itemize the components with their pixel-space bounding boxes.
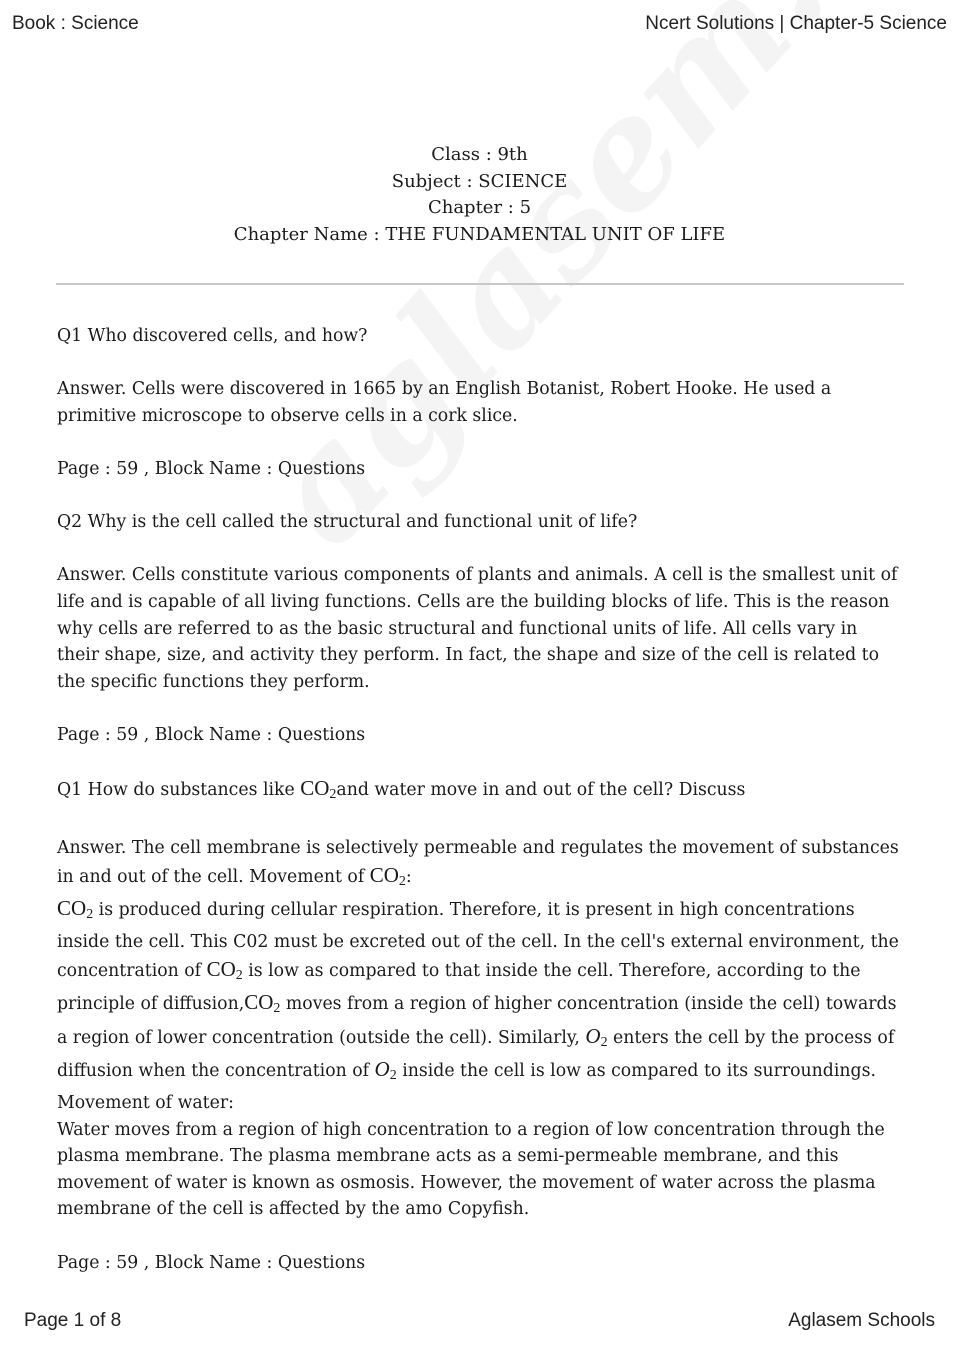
- o2-formula: $O_2$: [374, 1057, 397, 1084]
- header-book-label: Book : Science: [12, 13, 139, 34]
- o2-formula: $O_2$: [585, 1023, 608, 1050]
- header-chapter-label: Ncert Solutions | Chapter-5 Science: [645, 13, 947, 34]
- chapter-line: Chapter : 5: [427, 197, 532, 218]
- question-2: Q2 Why is the cell called the structural and functional unit of life?: [57, 512, 638, 533]
- page-number: Page 1 of 8: [24, 1310, 122, 1331]
- class-line: Class : 9th: [431, 144, 528, 165]
- answer-3: Answer. The cell membrane is selectively permeable and regulates the movement of substances in and out of the cell. Movement of $CO_2$: $CO_2$ is produced during cellular respiration. Therefore, it is present in high concentrations inside the cell. This C02 must be excreted out of the cell. In the cell's external environment, the concentration of $CO_2$ is low as compared to that inside the cell. Therefore, according to the principle of $diffusion,CO_2$ moves from a region of higher concentration (inside the cell) towards a region of lower concentration (outside the cell). Similarly, $O_2$ enters the cell by the process of diffusion when the concentration of $O_2$ inside the cell is low as compared to its surroundings. Movement of water: Water moves from a region of high concentration to a region of low concentration through the plasma membrane. The plasma membrane acts as a semi-permeable membrane, and this movement of water is known as osmosis. However, the movement of water across the plasma membrane of the cell is affected by the amo Copyfish.: [57, 838, 899, 1220]
- co2-formula: $CO_2$: [206, 956, 243, 983]
- footer-brand: Aglasem Schools: [788, 1310, 935, 1331]
- divider: [56, 283, 904, 285]
- chapter-name-line: Chapter Name : THE FUNDAMENTAL UNIT OF LIFE: [233, 223, 726, 245]
- co2-formula: $CO_2$: [369, 862, 406, 889]
- page-ref-1: Page : 59 , Block Name : Questions: [57, 458, 366, 479]
- water-heading: Movement of water:: [57, 1093, 234, 1114]
- water-text: Water moves from a region of high concentration to a region of low concentration through the plasma membrane. The plasma membrane acts as a semi-permeable membrane, and this movement of water is known as osmosis. However, the movement of water across the plasma membrane of the cell is affected by the amo Copyfish.: [57, 1119, 885, 1220]
- answer-1: Answer. Cells were discovered in 1665 by an English Botanist, Robert Hooke. He used a primitive microscope to observe cells in a cork slice.: [57, 379, 832, 426]
- qa-content: [57, 323, 903, 1303]
- subject-line: Subject : SCIENCE: [391, 170, 568, 192]
- co2-formula: $CO_2$: [57, 896, 94, 923]
- answer-2: Answer. Cells constitute various components of plants and animals. A cell is the smallest unit of life and is capable of all living functions. Cells are the building blocks of life. This is the reason why cells are referred to as the basic structural and functional units of life. All cells vary in their shape, size, and activity they perform. In fact, the shape and size of the cell is related to the specific functions they perform.: [57, 565, 898, 692]
- question-1: Q1 Who discovered cells, and how?: [57, 326, 368, 346]
- co2-formula: $CO_2$: [244, 990, 281, 1017]
- page-ref-3: Page : 59 , Block Name : Questions: [57, 1252, 366, 1273]
- co2-formula: $CO_2$: [300, 776, 337, 803]
- page-ref-2: Page : 59 , Block Name : Questions: [57, 724, 366, 745]
- title-block: [0, 142, 959, 248]
- question-3: Q1 How do substances like $CO_2and$ water move in and out of the cell? Discuss: [57, 776, 746, 803]
